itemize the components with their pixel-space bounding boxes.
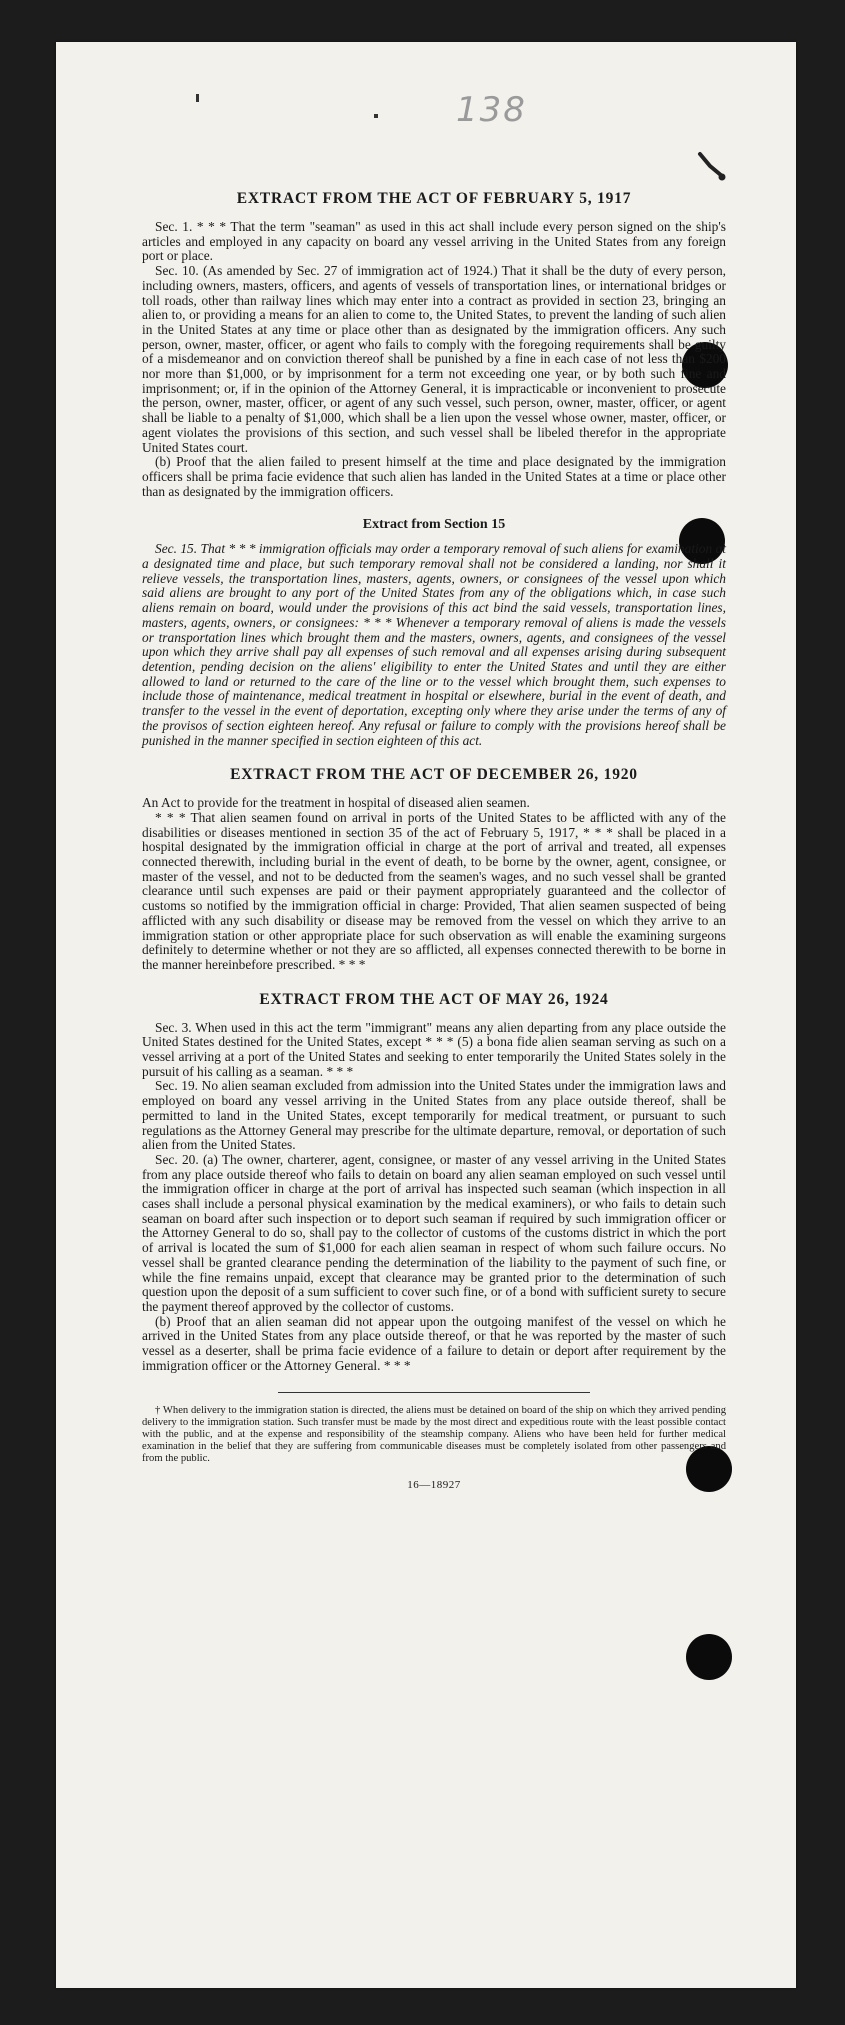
act-1924-sec3: Sec. 3. When used in this act the term "immigrant" means any alien departing from any place outside the United States destined for the United States, except * * * (5) a bona fide alien seaman serving as such on a vessel arriving at a port of the United States and seeking to enter temporarily the United States solely in the pursuit of his calling as a seaman. * * * bbox=[142, 1019, 726, 1079]
scratch-mark bbox=[196, 94, 199, 102]
act-1920-title: EXTRACT FROM THE ACT OF DECEMBER 26, 1920 bbox=[230, 766, 638, 784]
act-1924-title: EXTRACT FROM THE ACT OF MAY 26, 1924 bbox=[259, 990, 609, 1008]
act-1917-sec10b: (b) Proof that the alien failed to present himself at the time and place designated by the immigration officers shall be prima facie evidence that such alien has landed in the United States at a time or place other than as designated by the immigration officers. bbox=[142, 454, 726, 499]
document-page bbox=[56, 42, 796, 1988]
footnote-text: † When delivery to the immigration station is directed, the aliens must be detained on board of the ship on which they arrived pending delivery to the immigration station. Such transfer must be made by the most direct and expeditious route with the least possible contact with the public, and at the expense and responsibility of the steamship company. Aliens who have been held for further medical examination in the belief that they are suffering from communicable diseases must be completely isolated from other passengers and from the public. bbox=[142, 1404, 726, 1464]
act-1917-section bbox=[142, 190, 726, 499]
footnote bbox=[142, 1405, 726, 1465]
handwritten-note: 138 bbox=[456, 90, 527, 130]
act-1920-preamble: An Act to provide for the treatment in hospital of diseased alien seamen. bbox=[142, 795, 530, 811]
footnote-divider bbox=[278, 1392, 590, 1393]
punch-hole-icon bbox=[686, 1634, 732, 1680]
section-15-title: Extract from Section 15 bbox=[362, 517, 506, 533]
act-1924-sec20a: Sec. 20. (a) The owner, charterer, agent, consignee, or master of any vessel arriving in the United States from any place outside thereof who fails to detain on board any alien seaman employed on such vessel until the immigration officer in charge at the port of arrival has inspected such seaman (which inspection in all cases shall include a personal physical examination by the medical examiners), or who fails to detain such seaman on board after such inspection or to deport such seaman if required by such immigration officer or the Attorney General to do so, shall pay to the collector of customs of the customs district in which the port of arrival is located the sum of $1,000 for each alien seaman in respect of whom such failure occurs. No vessel shall be granted clearance pending the determination of the liability to the payment of such fine, or while the fine remains unpaid, except that clearance may be granted prior to the determination of such question upon the deposit of a sum sufficient to cover such fine, or of a bond with sufficient surety to secure the payment thereof approved by the collector of customs. bbox=[142, 1151, 726, 1314]
act-1920-text: * * * That alien seamen found on arrival in ports of the United States to be afflicted with any of the disabilities or diseases mentioned in section 35 of the act of February 5, 1917, * * * shall be placed in a hospital designated by the immigration official in charge at the port of arrival and treated, all expenses connected therewith, including burial in the event of death, to be borne by the owner, agent, consignee, or master of the vessel, and not to be deducted from the seamen's wages, and no such vessel shall be granted clearance until such expenses are paid or their payment appropriately guaranteed and the collector of customs so notified by the immigration official in charge: Provided, That alien seamen suspected of being afflicted with any such disability or disease may be removed from the vessel on which they arrive to an immigration station or other appropriate place for such observation as will enable the examining surgeons definitely to determine whether or not they are so afflicted, all expenses connected therewith to be borne in the manner hereinbefore prescribed. * * * bbox=[142, 809, 726, 972]
scratch-mark bbox=[374, 114, 378, 118]
act-1920-section bbox=[142, 766, 726, 972]
act-1924-sec20b: (b) Proof that an alien seaman did not appear upon the outgoing manifest of the vessel on which he arrived in the United States from any place outside thereof, or that he was reported by the master of such vessel as a deserter, shall be prima facie evidence of a failure to detain or deport after requirement by the immigration officer or the Attorney General. * * * bbox=[142, 1313, 726, 1373]
section-15-text: Sec. 15. That * * * immigration officials may order a temporary removal of such aliens for examination at a designated time and place, but such temporary removal shall not be considered a landing, nor shall it relieve vessels, the transportation lines, masters, agents, owners, or consignees of the vessel upon which said aliens are brought to any port of the United States from any of the obligations which, in case such aliens remain on board, would under the provisions of this act bind the said vessels, transportation lines, masters, agents, owners, or consignees: * * * Whenever a temporary removal of aliens is made the vessels or transportation lines which brought them and the masters, owners, agents, and consignees of the vessel upon which they arrive shall pay all expenses of such removal and all expenses arising during subsequent detention, pending decision on the aliens' eligibility to enter the United States and until they are either allowed to land or returned to the care of the line or to the vessel which brought them, such expenses to include those of maintenance, medical treatment in hospital or elsewhere, burial in the event of death, and transfer to the vessel in the event of deportation, excepting only where they arise under the terms of any of the provisos of section eighteen hereof. Any refusal or failure to comply with the provisions hereof shall be punished in the manner specified in section eighteen of this act. bbox=[142, 541, 726, 748]
page-number: 16—18927 bbox=[407, 1478, 461, 1491]
act-1917-title: EXTRACT FROM THE ACT OF FEBRUARY 5, 1917 bbox=[236, 190, 632, 207]
document-body bbox=[142, 190, 726, 1491]
act-1917-sec10: Sec. 10. (As amended by Sec. 27 of immigration act of 1924.) That it shall be the duty of every person, including owners, masters, officers, and agents of vessels of transportation lines, or international bridges or toll roads, other than railway lines which may enter into a contract as provided in section 23, bringing an alien to, or providing a means for an alien to come to, the United States, to prevent the landing of such alien in the United States at any time or place other than as designated by the immigration officers. Any such person, owner, master, officer, or agent who fails to comply with the foregoing requirements shall be guilty of a misdemeanor and on conviction thereof shall be punished by a fine in each case of not less than $200 nor more than $1,000, or by imprisonment for a term not exceeding one year, or by both such fine and imprisonment; or, if in the opinion of the Attorney General, it is impracticable or inconvenient to prosecute the person, owner, master, officer, or agent of any such vessel, such person, owner, master, officer, or agent shall be liable to a penalty of $1,000, which shall be a lien upon the vessel whose owner, master, officer, or agent violates the provisions of this section, and such vessel shall be libeled therefor in the appropriate United States court. bbox=[142, 263, 726, 455]
paper-clip-icon bbox=[696, 150, 728, 184]
act-1917-sec1: Sec. 1. * * * That the term "seaman" as used in this act shall include every person signed on the ship's articles and employed in any capacity on board any vessel arriving in the United States from any foreign port or place. bbox=[142, 219, 726, 264]
section-15 bbox=[142, 517, 726, 748]
act-1924-section bbox=[142, 991, 726, 1374]
act-1924-sec19: Sec. 19. No alien seaman excluded from admission into the United States under the immigration laws and employed on board any vessel arriving in the United States from any place outside thereof, shall be permitted to land in the United States, except temporarily for medical treatment, or pursuant to such regulations as the Attorney General may prescribe for the ultimate departure, removal, or deportation of such alien from the United States. bbox=[142, 1078, 726, 1153]
